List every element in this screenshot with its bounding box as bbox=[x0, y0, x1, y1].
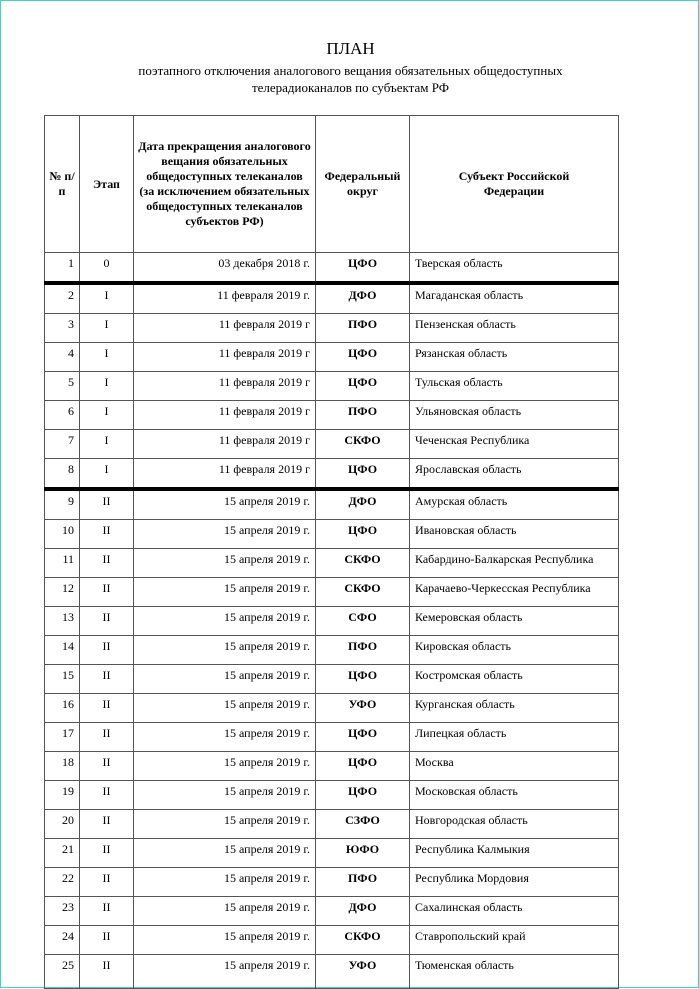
row-stage-cell: I bbox=[80, 343, 134, 372]
table-row bbox=[45, 636, 619, 665]
row-stage-cell: II bbox=[80, 489, 134, 520]
row-subject-cell: Ивановская область bbox=[410, 520, 619, 549]
row-num-cell: 8 bbox=[45, 459, 80, 490]
row-district-cell: ДФО bbox=[316, 489, 410, 520]
row-num-cell: 13 bbox=[45, 607, 80, 636]
row-subject-cell: Республика Калмыкия bbox=[410, 839, 619, 868]
row-date-cell: 15 апреля 2019 г. bbox=[134, 752, 316, 781]
table-row bbox=[45, 459, 619, 490]
plan-table bbox=[44, 115, 619, 989]
document-subtitle bbox=[1, 62, 699, 96]
row-stage-cell: II bbox=[80, 897, 134, 926]
header-stage: Этап bbox=[80, 116, 134, 253]
row-district-cell: ЦФО bbox=[316, 665, 410, 694]
row-district-cell: СКФО bbox=[316, 926, 410, 955]
row-subject-cell: Тверская область bbox=[410, 253, 619, 284]
row-date-cell: 15 апреля 2019 г. bbox=[134, 926, 316, 955]
row-subject-cell: Липецкая область bbox=[410, 723, 619, 752]
table-row bbox=[45, 839, 619, 868]
row-num-cell: 17 bbox=[45, 723, 80, 752]
row-num-cell: 11 bbox=[45, 549, 80, 578]
row-subject-cell: Амурская область bbox=[410, 489, 619, 520]
row-subject-cell: Пензенская область bbox=[410, 314, 619, 343]
row-stage-cell: II bbox=[80, 781, 134, 810]
row-num-cell: 3 bbox=[45, 314, 80, 343]
row-num-cell: 20 bbox=[45, 810, 80, 839]
row-subject-cell: Московская область bbox=[410, 781, 619, 810]
table-row bbox=[45, 752, 619, 781]
row-stage-cell: I bbox=[80, 459, 134, 490]
row-num-cell: 10 bbox=[45, 520, 80, 549]
row-num-cell: 24 bbox=[45, 926, 80, 955]
row-date-cell: 15 апреля 2019 г. bbox=[134, 578, 316, 607]
row-num-cell: 14 bbox=[45, 636, 80, 665]
row-date-cell: 15 апреля 2019 г. bbox=[134, 520, 316, 549]
row-district-cell: ЦФО bbox=[316, 343, 410, 372]
row-district-cell: ПФО bbox=[316, 314, 410, 343]
row-subject-cell: Ставропольский край bbox=[410, 926, 619, 955]
row-district-cell: СЗФО bbox=[316, 810, 410, 839]
row-district-cell: ДФО bbox=[316, 897, 410, 926]
row-subject-cell: Республика Мордовия bbox=[410, 868, 619, 897]
row-district-cell: СКФО bbox=[316, 578, 410, 607]
row-district-cell: УФО bbox=[316, 955, 410, 989]
table-row bbox=[45, 489, 619, 520]
row-district-cell: ЦФО bbox=[316, 253, 410, 284]
row-date-cell: 15 апреля 2019 г. bbox=[134, 694, 316, 723]
row-date-cell: 15 апреля 2019 г. bbox=[134, 839, 316, 868]
row-date-cell: 11 февраля 2019 г bbox=[134, 430, 316, 459]
row-subject-cell: Тульская область bbox=[410, 372, 619, 401]
row-date-cell: 11 февраля 2019 г bbox=[134, 459, 316, 490]
row-stage-cell: II bbox=[80, 520, 134, 549]
table-row bbox=[45, 314, 619, 343]
row-date-cell: 15 апреля 2019 г. bbox=[134, 489, 316, 520]
table-row bbox=[45, 694, 619, 723]
row-date-cell: 15 апреля 2019 г. bbox=[134, 781, 316, 810]
table-header-row bbox=[45, 116, 619, 253]
row-district-cell: ДФО bbox=[316, 283, 410, 314]
row-stage-cell: II bbox=[80, 810, 134, 839]
row-num-cell: 5 bbox=[45, 372, 80, 401]
row-date-cell: 11 февраля 2019 г bbox=[134, 401, 316, 430]
table-row bbox=[45, 430, 619, 459]
row-num-cell: 23 bbox=[45, 897, 80, 926]
row-num-cell: 22 bbox=[45, 868, 80, 897]
header-district: Федеральный округ bbox=[316, 116, 410, 253]
row-date-cell: 15 апреля 2019 г. bbox=[134, 607, 316, 636]
row-stage-cell: I bbox=[80, 283, 134, 314]
row-num-cell: 9 bbox=[45, 489, 80, 520]
row-num-cell: 7 bbox=[45, 430, 80, 459]
row-num-cell: 1 bbox=[45, 253, 80, 284]
row-stage-cell: II bbox=[80, 607, 134, 636]
row-district-cell: СКФО bbox=[316, 430, 410, 459]
row-subject-cell: Магаданская область bbox=[410, 283, 619, 314]
row-stage-cell: II bbox=[80, 868, 134, 897]
subtitle-line-2: телерадиоканалов по субъектам РФ bbox=[251, 80, 450, 95]
table-row bbox=[45, 578, 619, 607]
row-num-cell: 12 bbox=[45, 578, 80, 607]
row-date-cell: 15 апреля 2019 г. bbox=[134, 549, 316, 578]
row-subject-cell: Рязанская область bbox=[410, 343, 619, 372]
row-date-cell: 15 апреля 2019 г. bbox=[134, 665, 316, 694]
table-row bbox=[45, 401, 619, 430]
row-stage-cell: II bbox=[80, 636, 134, 665]
row-date-cell: 15 апреля 2019 г. bbox=[134, 723, 316, 752]
row-date-cell: 11 февраля 2019 г bbox=[134, 372, 316, 401]
table-row bbox=[45, 926, 619, 955]
table-row bbox=[45, 253, 619, 284]
row-subject-cell: Новгородская область bbox=[410, 810, 619, 839]
row-date-cell: 11 февраля 2019 г bbox=[134, 314, 316, 343]
row-district-cell: ПФО bbox=[316, 868, 410, 897]
table-row bbox=[45, 549, 619, 578]
row-subject-cell: Ульяновская область bbox=[410, 401, 619, 430]
row-stage-cell: II bbox=[80, 665, 134, 694]
row-date-cell: 15 апреля 2019 г. bbox=[134, 810, 316, 839]
row-subject-cell: Кабардино-Балкарская Республика bbox=[410, 549, 619, 578]
row-subject-cell: Тюменская область bbox=[410, 955, 619, 989]
row-subject-cell: Карачаево-Черкесская Республика bbox=[410, 578, 619, 607]
row-district-cell: ЦФО bbox=[316, 520, 410, 549]
row-district-cell: ЦФО bbox=[316, 372, 410, 401]
row-date-cell: 15 апреля 2019 г. bbox=[134, 955, 316, 989]
row-num-cell: 6 bbox=[45, 401, 80, 430]
row-num-cell: 25 bbox=[45, 955, 80, 989]
table-row bbox=[45, 520, 619, 549]
row-subject-cell: Курганская область bbox=[410, 694, 619, 723]
table-row bbox=[45, 607, 619, 636]
header-date: Дата прекращения аналогового вещания обязательных общедоступных телеканалов (за исключением обязательных общедоступных телеканалов субъектов РФ) bbox=[134, 116, 316, 253]
row-date-cell: 11 февраля 2019 г bbox=[134, 343, 316, 372]
row-district-cell: ЦФО bbox=[316, 781, 410, 810]
row-stage-cell: I bbox=[80, 314, 134, 343]
subtitle-line-1: поэтапного отключения аналогового вещания обязательных общедоступных bbox=[138, 63, 563, 78]
table-row bbox=[45, 343, 619, 372]
table-body bbox=[45, 253, 619, 989]
table-row bbox=[45, 868, 619, 897]
row-num-cell: 2 bbox=[45, 283, 80, 314]
row-date-cell: 15 апреля 2019 г. bbox=[134, 636, 316, 665]
row-num-cell: 15 bbox=[45, 665, 80, 694]
row-district-cell: УФО bbox=[316, 694, 410, 723]
row-district-cell: ЦФО bbox=[316, 459, 410, 490]
row-subject-cell: Ярославская область bbox=[410, 459, 619, 490]
row-subject-cell: Костромская область bbox=[410, 665, 619, 694]
table-row bbox=[45, 283, 619, 314]
row-stage-cell: II bbox=[80, 694, 134, 723]
row-subject-cell: Кемеровская область bbox=[410, 607, 619, 636]
row-date-cell: 03 декабря 2018 г. bbox=[134, 253, 316, 284]
row-stage-cell: II bbox=[80, 839, 134, 868]
row-district-cell: ЮФО bbox=[316, 839, 410, 868]
table-row bbox=[45, 665, 619, 694]
row-subject-cell: Сахалинская область bbox=[410, 897, 619, 926]
row-subject-cell: Москва bbox=[410, 752, 619, 781]
row-stage-cell: 0 bbox=[80, 253, 134, 284]
row-stage-cell: II bbox=[80, 955, 134, 989]
row-stage-cell: II bbox=[80, 752, 134, 781]
table-row bbox=[45, 955, 619, 989]
row-stage-cell: II bbox=[80, 926, 134, 955]
row-district-cell: ЦФО bbox=[316, 723, 410, 752]
table-row bbox=[45, 810, 619, 839]
table-row bbox=[45, 372, 619, 401]
row-district-cell: ЦФО bbox=[316, 752, 410, 781]
row-district-cell: СФО bbox=[316, 607, 410, 636]
header-subject: Субъект Российской Федерации bbox=[410, 116, 619, 253]
row-num-cell: 4 bbox=[45, 343, 80, 372]
table-row bbox=[45, 723, 619, 752]
row-num-cell: 21 bbox=[45, 839, 80, 868]
row-subject-cell: Кировская область bbox=[410, 636, 619, 665]
row-district-cell: СКФО bbox=[316, 549, 410, 578]
row-stage-cell: I bbox=[80, 430, 134, 459]
row-stage-cell: II bbox=[80, 549, 134, 578]
row-stage-cell: I bbox=[80, 372, 134, 401]
table-row bbox=[45, 781, 619, 810]
table-row bbox=[45, 897, 619, 926]
document-title: ПЛАН bbox=[326, 39, 375, 58]
row-subject-cell: Чеченская Республика bbox=[410, 430, 619, 459]
row-district-cell: ПФО bbox=[316, 636, 410, 665]
row-num-cell: 18 bbox=[45, 752, 80, 781]
row-stage-cell: I bbox=[80, 401, 134, 430]
row-stage-cell: II bbox=[80, 578, 134, 607]
row-district-cell: ПФО bbox=[316, 401, 410, 430]
row-stage-cell: II bbox=[80, 723, 134, 752]
header-num: № п/п bbox=[45, 116, 80, 253]
row-date-cell: 15 апреля 2019 г. bbox=[134, 897, 316, 926]
row-date-cell: 11 февраля 2019 г. bbox=[134, 283, 316, 314]
row-num-cell: 16 bbox=[45, 694, 80, 723]
row-num-cell: 19 bbox=[45, 781, 80, 810]
row-date-cell: 15 апреля 2019 г. bbox=[134, 868, 316, 897]
